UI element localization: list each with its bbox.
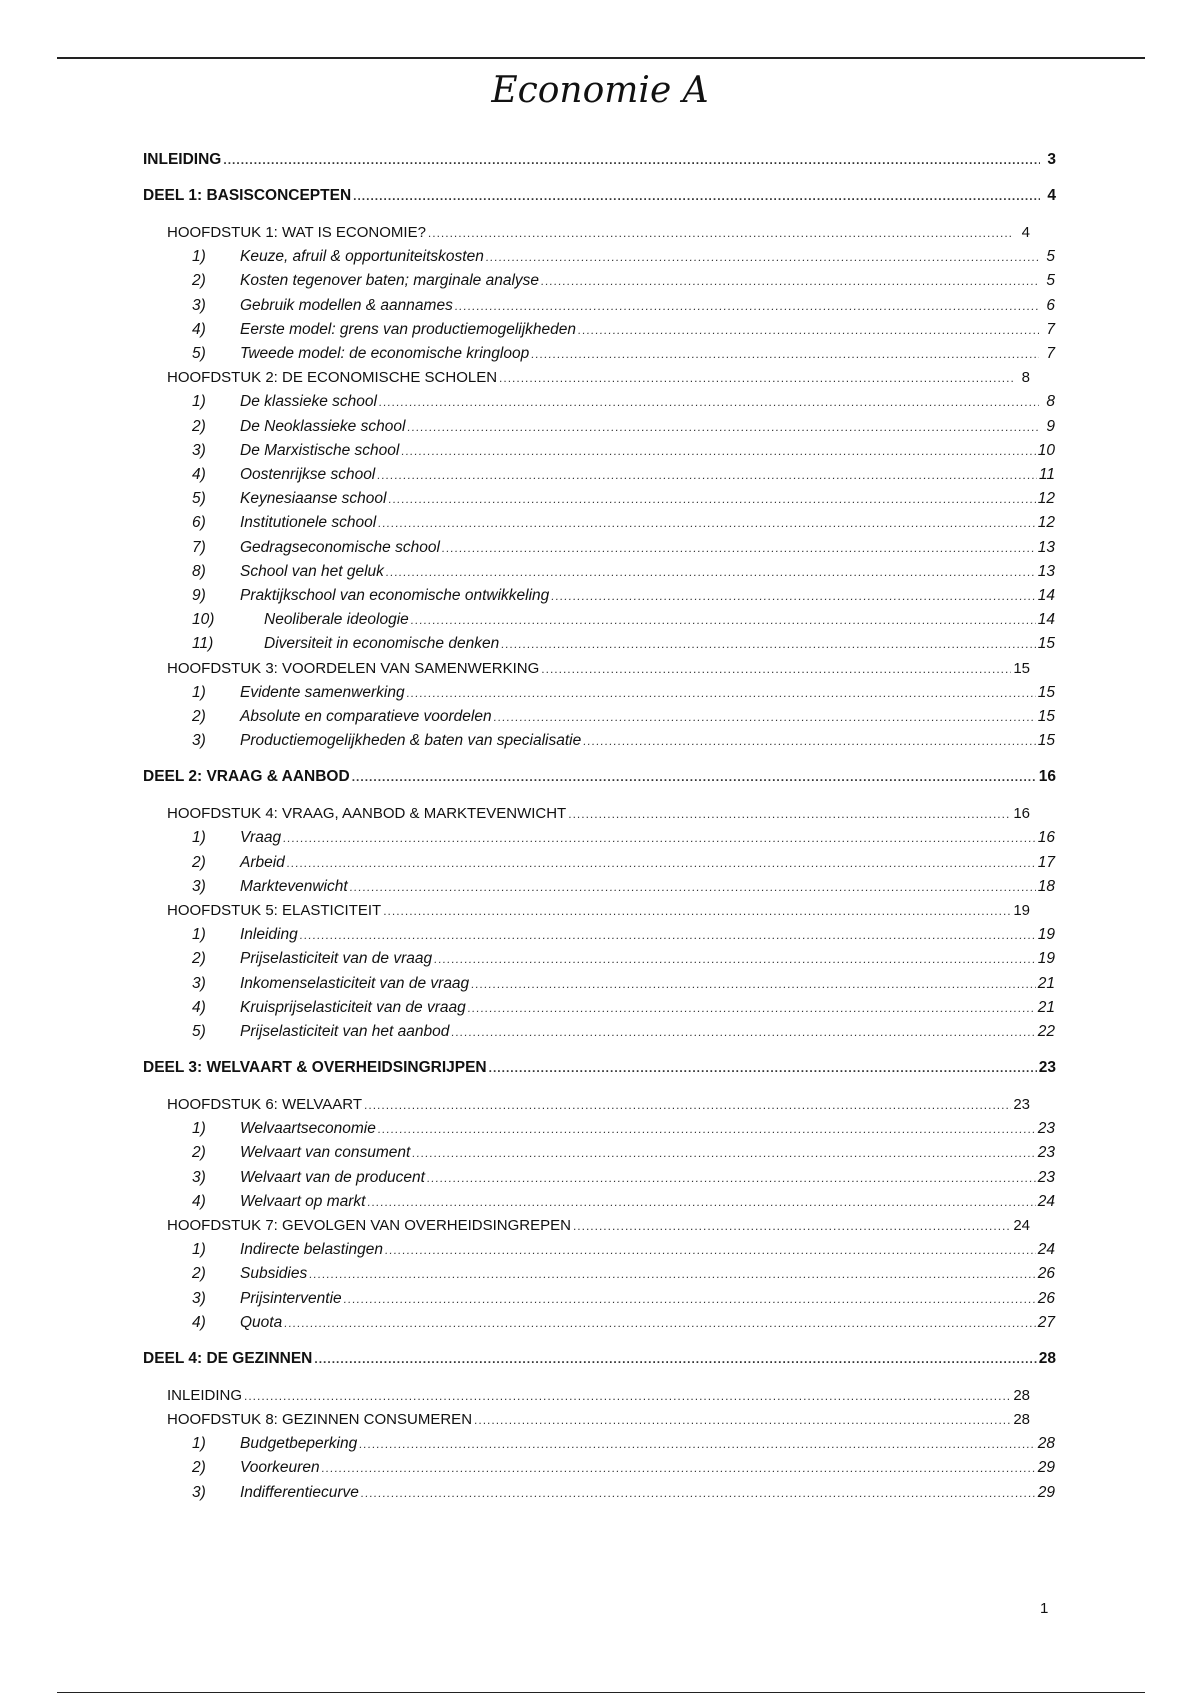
- toc-entry-label: Arbeid: [240, 853, 285, 871]
- toc-leader-dots: [314, 1347, 1036, 1371]
- toc-leader-dots: [353, 184, 1040, 208]
- toc-leader-dots: [385, 1238, 1036, 1262]
- toc-entry-number: 8): [192, 562, 206, 580]
- toc-entry-label: HOOFDSTUK 2: DE ECONOMISCHE SCHOLEN: [167, 369, 498, 387]
- toc-entry-section[interactable]: [192, 1190, 1055, 1214]
- toc-entry-number: 1): [192, 248, 206, 266]
- toc-leader-dots: [322, 1456, 1036, 1480]
- toc-entry-page: 28: [1013, 1386, 1030, 1404]
- toc-entry-number: 2): [192, 272, 206, 290]
- toc-entry-page: 13: [1037, 538, 1055, 556]
- toc-entry-label: Prijselasticiteit van het aanbod: [240, 1023, 450, 1040]
- toc-entry-page: 15: [1037, 732, 1055, 750]
- toc-entry-chapter[interactable]: [167, 899, 1030, 923]
- toc-entry-number: 2): [192, 853, 206, 871]
- toc-entry-page: 12: [1037, 514, 1055, 532]
- toc-leader-dots: [489, 1056, 1037, 1080]
- toc-leader-dots: [283, 826, 1036, 850]
- toc-entry-section[interactable]: [192, 1262, 1055, 1286]
- toc-entry-number: 11): [192, 635, 214, 653]
- toc-entry-number: 4): [192, 1192, 206, 1210]
- toc-entry-label: Subsidies: [240, 1265, 308, 1283]
- toc-leader-dots: [471, 972, 1036, 996]
- toc-entry-label: HOOFDSTUK 7: GEVOLGEN VAN OVERHEIDSINGREPEN: [167, 1217, 571, 1234]
- toc-entry-page: 15: [1037, 708, 1055, 725]
- toc-entry-number: 2): [192, 1265, 206, 1283]
- toc-entry-number: 4): [192, 998, 206, 1016]
- toc-entry-section[interactable]: [192, 608, 1055, 632]
- toc-entry-section[interactable]: [192, 705, 1055, 729]
- toc-entry-number: 1): [192, 1241, 206, 1259]
- toc-entry-label: De Neoklassieke school: [240, 417, 406, 435]
- toc-entry-label: HOOFDSTUK 6: WELVAART: [167, 1096, 363, 1113]
- toc-entry-page: 24: [1013, 1217, 1030, 1234]
- toc-entry-number: 3): [192, 1168, 206, 1186]
- toc-entry-label: Welvaart van consument: [240, 1144, 411, 1162]
- toc-entry-number: 4): [192, 466, 206, 483]
- toc-leader-dots: [344, 1287, 1036, 1311]
- toc-entry-page: 26: [1037, 1265, 1055, 1283]
- toc-entry-page: 16: [1038, 768, 1056, 786]
- toc-entry-number: 3): [192, 441, 206, 459]
- toc-entry-number: 1): [192, 1435, 206, 1453]
- toc-entry-page: 6: [1046, 296, 1055, 314]
- toc-entry-label: Marktevenwicht: [240, 877, 348, 895]
- toc-entry-page: 13: [1037, 562, 1055, 580]
- toc-entry-section[interactable]: [192, 729, 1055, 753]
- toc-entry-label: Absolute en comparatieve voordelen: [240, 708, 492, 725]
- toc-entry-label: DEEL 2: VRAAG & AANBOD: [143, 768, 350, 786]
- toc-entry-number: 3): [192, 877, 206, 895]
- toc-entry-page: 11: [1038, 466, 1055, 483]
- toc-entry-chapter[interactable]: [167, 366, 1030, 390]
- toc-entry-page: 22: [1037, 1023, 1055, 1040]
- toc-entry-label: Oostenrijkse school: [240, 466, 376, 483]
- toc-entry-page: 8: [1021, 369, 1030, 387]
- toc-leader-dots: [551, 584, 1035, 608]
- toc-entry-number: 3): [192, 1289, 206, 1307]
- toc-entry-page: 24: [1037, 1192, 1055, 1210]
- toc-leader-dots: [383, 899, 1011, 923]
- toc-leader-dots: [364, 1093, 1011, 1117]
- toc-entry-chapter[interactable]: [167, 221, 1030, 245]
- toc-entry-section[interactable]: [192, 1166, 1055, 1190]
- toc-entry-number: 5): [192, 1023, 206, 1040]
- toc-entry-page: 19: [1037, 950, 1055, 968]
- toc-entry-section[interactable]: [192, 318, 1055, 342]
- toc-entry-page: 19: [1013, 902, 1030, 919]
- toc-entry-page: 24: [1037, 1241, 1055, 1259]
- toc-entry-label: Voorkeuren: [240, 1459, 320, 1477]
- toc-entry-page: 28: [1038, 1349, 1056, 1367]
- toc-leader-dots: [499, 366, 1014, 390]
- toc-entry-part[interactable]: [143, 184, 1056, 208]
- toc-entry-number: 4): [192, 1313, 206, 1331]
- toc-entry-part[interactable]: [143, 1347, 1056, 1371]
- toc-entry-number: 5): [192, 490, 206, 508]
- toc-leader-dots: [244, 1384, 1011, 1408]
- toc-entry-label: Prijsinterventie: [240, 1289, 342, 1307]
- toc-entry-label: Inleiding: [240, 926, 298, 944]
- toc-entry-section[interactable]: [192, 632, 1055, 656]
- toc-entry-chapter[interactable]: [167, 1384, 1030, 1408]
- toc-entry-section[interactable]: [192, 415, 1055, 439]
- toc-entry-section[interactable]: [192, 487, 1055, 511]
- document-title: Economie A: [491, 70, 709, 111]
- toc-leader-dots: [568, 802, 1011, 826]
- toc-entry-section[interactable]: [192, 1432, 1055, 1456]
- toc-leader-dots: [578, 318, 1039, 342]
- toc-entry-number: 3): [192, 974, 206, 992]
- toc-entry-label: Inkomenselasticiteit van de vraag: [240, 974, 470, 992]
- toc-leader-dots: [541, 657, 1011, 681]
- toc-entry-label: De klassieke school: [240, 393, 377, 411]
- toc-entry-label: Welvaart op markt: [240, 1192, 366, 1210]
- toc-entry-label: Keuze, afruil & opportuniteitskosten: [240, 248, 484, 266]
- toc-entry-label: Neoliberale ideologie: [264, 611, 409, 629]
- toc-entry-page: 16: [1013, 805, 1030, 823]
- toc-leader-dots: [377, 463, 1037, 487]
- toc-leader-dots: [223, 148, 1040, 172]
- toc-leader-dots: [386, 560, 1036, 584]
- toc-entry-page: 23: [1013, 1096, 1030, 1113]
- toc-entry-section[interactable]: [192, 681, 1055, 705]
- toc-entry-page: 23: [1037, 1120, 1055, 1138]
- bottom-rule: [57, 1692, 1145, 1693]
- toc-entry-section[interactable]: [192, 390, 1055, 414]
- toc-entry-page: 15: [1037, 683, 1055, 701]
- toc-entry-label: Kosten tegenover baten; marginale analyse: [240, 272, 540, 290]
- toc-leader-dots: [407, 415, 1039, 439]
- toc-entry-page: 12: [1037, 490, 1055, 508]
- toc-entry-number: 3): [192, 732, 206, 750]
- toc-entry-section[interactable]: [192, 269, 1055, 293]
- toc-entry-number: 1): [192, 1120, 206, 1138]
- toc-entry-section[interactable]: [192, 439, 1055, 463]
- toc-entry-section[interactable]: [192, 463, 1055, 487]
- toc-entry-chapter[interactable]: [167, 1214, 1030, 1238]
- toc-entry-page: 15: [1013, 659, 1030, 677]
- toc-entry-label: Eerste model: grens van productiemogelijkheden: [240, 320, 577, 338]
- toc-leader-dots: [468, 996, 1036, 1020]
- toc-entry-label: HOOFDSTUK 3: VOORDELEN VAN SAMENWERKING: [167, 659, 540, 677]
- toc-leader-dots: [455, 294, 1039, 318]
- toc-entry-page: 23: [1037, 1144, 1055, 1162]
- toc-leader-dots: [350, 875, 1036, 899]
- toc-entry-page: 28: [1013, 1411, 1030, 1428]
- toc-entry-page: 8: [1046, 393, 1055, 411]
- toc-entry-page: 14: [1037, 611, 1055, 629]
- toc-leader-dots: [486, 245, 1039, 269]
- toc-entry-page: 21: [1037, 974, 1055, 992]
- toc-entry-section[interactable]: [192, 560, 1055, 584]
- toc-entry-section[interactable]: [192, 826, 1055, 850]
- toc-leader-dots: [573, 1214, 1011, 1238]
- toc-entry-label: HOOFDSTUK 8: GEZINNEN CONSUMEREN: [167, 1411, 473, 1428]
- toc-entry-number: 4): [192, 320, 206, 338]
- toc-leader-dots: [412, 1141, 1035, 1165]
- toc-entry-label: Productiemogelijkheden & baten van specialisatie: [240, 732, 582, 750]
- toc-entry-page: 27: [1037, 1313, 1055, 1331]
- toc-leader-dots: [378, 1117, 1036, 1141]
- toc-entry-number: 2): [192, 1144, 206, 1162]
- toc-leader-dots: [300, 923, 1036, 947]
- toc-entry-label: Gedragseconomische school: [240, 538, 440, 556]
- toc-entry-page: 29: [1037, 1459, 1055, 1477]
- toc-leader-dots: [451, 1020, 1035, 1044]
- toc-entry-label: Institutionele school: [240, 514, 377, 532]
- toc-entry-label: Welvaartseconomie: [240, 1120, 376, 1138]
- toc-entry-label: INLEIDING: [143, 151, 222, 168]
- toc-entry-section[interactable]: [192, 923, 1055, 947]
- toc-entry-page: 14: [1037, 587, 1055, 604]
- toc-entry-page: 3: [1047, 151, 1056, 168]
- toc-entry-number: 1): [192, 829, 206, 847]
- toc-leader-dots: [531, 342, 1039, 366]
- toc-entry-page: 7: [1046, 345, 1055, 362]
- toc-entry-chapter[interactable]: [167, 802, 1030, 826]
- toc-entry-number: 5): [192, 345, 206, 362]
- toc-leader-dots: [442, 536, 1036, 560]
- toc-entry-section[interactable]: [192, 1238, 1055, 1262]
- toc-entry-label: DEEL 1: BASISCONCEPTEN: [143, 187, 352, 204]
- toc-entry-label: Welvaart van de producent: [240, 1168, 425, 1186]
- toc-leader-dots: [541, 269, 1039, 293]
- toc-entry-page: 5: [1046, 272, 1055, 290]
- toc-entry-number: 9): [192, 587, 206, 604]
- toc-leader-dots: [501, 632, 1036, 656]
- toc-entry-page: 29: [1037, 1483, 1055, 1501]
- toc-entry-section[interactable]: [192, 972, 1055, 996]
- toc-entry-page: 15: [1037, 635, 1055, 653]
- toc-leader-dots: [379, 390, 1039, 414]
- toc-entry-page: 4: [1047, 187, 1056, 204]
- toc-entry-chapter[interactable]: [167, 1093, 1030, 1117]
- toc-entry-section[interactable]: [192, 1311, 1055, 1335]
- toc-entry-label: HOOFDSTUK 1: WAT IS ECONOMIE?: [167, 224, 426, 241]
- toc-leader-dots: [407, 681, 1036, 705]
- toc-entry-section[interactable]: [192, 342, 1055, 366]
- toc-entry-part[interactable]: [143, 148, 1056, 172]
- toc-entry-label: HOOFDSTUK 4: VRAAG, AANBOD & MARKTEVENWICHT: [167, 805, 567, 823]
- toc-entry-section[interactable]: [192, 511, 1055, 535]
- toc-leader-dots: [474, 1408, 1011, 1432]
- toc-entry-label: INLEIDING: [167, 1386, 243, 1404]
- toc-entry-label: De Marxistische school: [240, 441, 400, 459]
- toc-entry-label: Tweede model: de economische kringloop: [240, 345, 530, 362]
- toc-entry-section[interactable]: [192, 947, 1055, 971]
- toc-entry-chapter[interactable]: [167, 657, 1030, 681]
- toc-leader-dots: [378, 511, 1036, 535]
- toc-entry-label: Quota: [240, 1313, 283, 1331]
- toc-entry-label: Keynesiaanse school: [240, 490, 387, 508]
- toc-entry-section[interactable]: [192, 1481, 1055, 1505]
- toc-entry-page: 18: [1037, 877, 1055, 895]
- toc-leader-dots: [359, 1432, 1036, 1456]
- toc-entry-section[interactable]: [192, 875, 1055, 899]
- toc-entry-number: 3): [192, 296, 206, 314]
- toc-entry-page: 9: [1046, 417, 1055, 435]
- toc-entry-section[interactable]: [192, 294, 1055, 318]
- toc-entry-page: 4: [1021, 224, 1030, 241]
- toc-entry-number: 1): [192, 926, 206, 944]
- toc-leader-dots: [583, 729, 1036, 753]
- toc-entry-section[interactable]: [192, 851, 1055, 875]
- toc-entry-label: Praktijkschool van economische ontwikkeling: [240, 587, 550, 604]
- toc-entry-page: 19: [1037, 926, 1055, 944]
- toc-leader-dots: [428, 221, 1014, 245]
- toc-leader-dots: [367, 1190, 1035, 1214]
- toc-entry-page: 21: [1037, 998, 1055, 1016]
- toc-entry-section[interactable]: [192, 1287, 1055, 1311]
- toc-entry-section[interactable]: [192, 1456, 1055, 1480]
- toc-entry-section[interactable]: [192, 245, 1055, 269]
- toc-leader-dots: [352, 765, 1037, 789]
- toc-entry-number: 2): [192, 708, 206, 725]
- toc-leader-dots: [309, 1262, 1036, 1286]
- toc-entry-number: 1): [192, 393, 206, 411]
- toc-entry-label: Prijselasticiteit van de vraag: [240, 950, 433, 968]
- toc-entry-page: 17: [1037, 853, 1055, 871]
- toc-entry-page: 5: [1046, 248, 1055, 266]
- top-rule: [57, 57, 1145, 59]
- toc-entry-section[interactable]: [192, 1141, 1055, 1165]
- toc-leader-dots: [434, 947, 1036, 971]
- page-number: 1: [1040, 1600, 1049, 1617]
- toc-entry-label: HOOFDSTUK 5: ELASTICITEIT: [167, 902, 382, 919]
- toc-leader-dots: [427, 1166, 1036, 1190]
- toc-entry-number: 6): [192, 514, 206, 532]
- toc-entry-section[interactable]: [192, 536, 1055, 560]
- toc-leader-dots: [361, 1481, 1036, 1505]
- toc-entry-part[interactable]: [143, 1056, 1056, 1080]
- toc-entry-section[interactable]: [192, 1020, 1055, 1044]
- toc-entry-number: 2): [192, 950, 206, 968]
- toc-entry-chapter[interactable]: [167, 1408, 1030, 1432]
- toc-entry-number: 3): [192, 1483, 206, 1501]
- toc-entry-page: 7: [1046, 320, 1055, 338]
- toc-entry-part[interactable]: [143, 765, 1056, 789]
- toc-entry-label: Indirecte belastingen: [240, 1241, 384, 1259]
- toc-entry-label: School van het geluk: [240, 562, 384, 580]
- toc-entry-label: DEEL 3: WELVAART & OVERHEIDSINGRIJPEN: [143, 1059, 487, 1076]
- toc-entry-page: 28: [1037, 1435, 1055, 1453]
- toc-entry-number: 7): [192, 538, 206, 556]
- toc-entry-number: 1): [192, 683, 206, 701]
- toc-entry-section[interactable]: [192, 584, 1055, 608]
- toc-leader-dots: [284, 1311, 1036, 1335]
- toc-leader-dots: [389, 487, 1036, 511]
- toc-entry-number: 2): [192, 417, 206, 435]
- toc-entry-label: Vraag: [240, 829, 282, 847]
- toc-leader-dots: [494, 705, 1036, 729]
- toc-leader-dots: [287, 851, 1036, 875]
- toc-entry-label: DEEL 4: DE GEZINNEN: [143, 1349, 313, 1367]
- toc-entry-label: Diversiteit in economische denken: [264, 635, 500, 653]
- toc-leader-dots: [401, 439, 1035, 463]
- toc-entry-label: Indifferentiecurve: [240, 1483, 359, 1501]
- toc-entry-section[interactable]: [192, 996, 1055, 1020]
- toc-entry-page: 26: [1037, 1289, 1055, 1307]
- toc-entry-page: 23: [1038, 1059, 1056, 1076]
- toc-leader-dots: [411, 608, 1036, 632]
- toc-entry-label: Budgetbeperking: [240, 1435, 358, 1453]
- toc-entry-label: Kruisprijselasticiteit van de vraag: [240, 998, 466, 1016]
- toc-entry-section[interactable]: [192, 1117, 1055, 1141]
- toc-entry-number: 10): [192, 611, 215, 629]
- toc-entry-page: 10: [1037, 441, 1055, 459]
- toc-entry-number: 2): [192, 1459, 206, 1477]
- toc-entry-page: 16: [1037, 829, 1055, 847]
- toc-entry-page: 23: [1037, 1168, 1055, 1186]
- toc-entry-label: Evidente samenwerking: [240, 683, 405, 701]
- toc-entry-label: Gebruik modellen & aannames: [240, 296, 453, 314]
